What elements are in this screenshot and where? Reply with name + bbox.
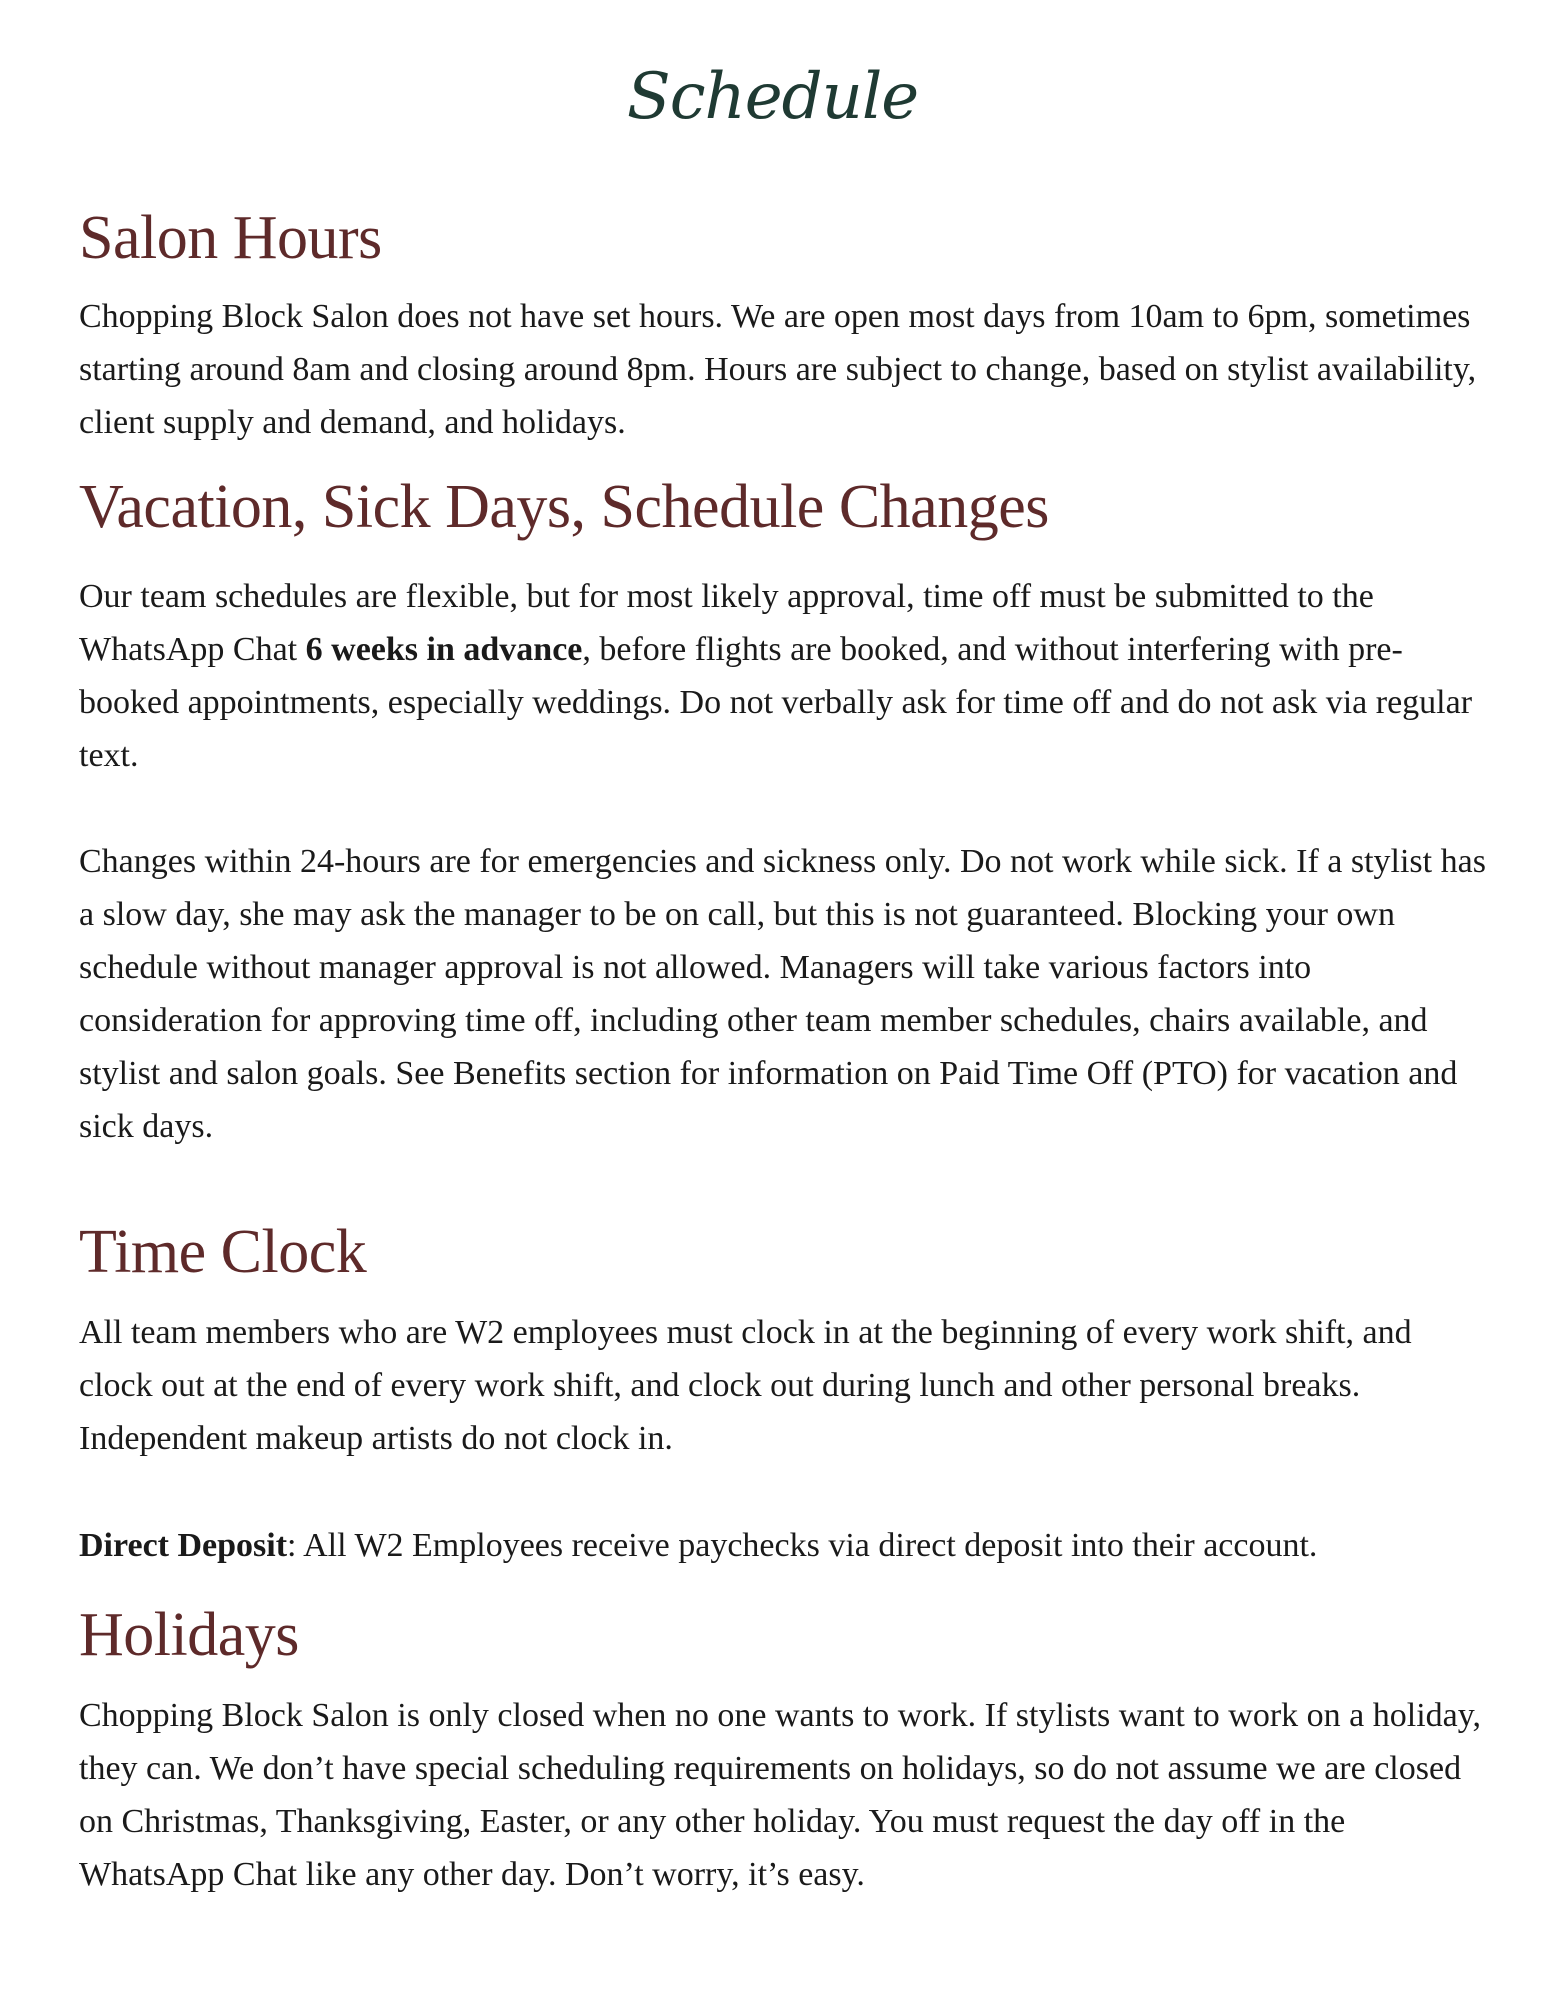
direct-deposit-label: Direct Deposit	[79, 1527, 288, 1564]
salon-hours-text: Chopping Block Salon does not have set hours. We are open most days from 10am to 6pm, sometimes starting around 8am and closing around 8pm. Hours are subject to change, based on stylist availability, client supply and demand, and holidays.	[79, 298, 1477, 441]
time-clock-text: All team members who are W2 employees must clock in at the beginning of every work shift, and clock out at the end of every work shift, and clock out during lunch and other personal breaks. Independent makeup artists do not clock in.	[79, 1314, 1412, 1457]
holidays-heading: Holidays	[79, 1601, 299, 1669]
salon-hours-heading: Salon Hours	[79, 204, 382, 272]
direct-deposit-detail: : All W2 Employees receive paychecks via direct deposit into their account.	[287, 1527, 1318, 1564]
direct-deposit-text	[79, 1519, 1489, 1572]
holidays-text: Chopping Block Salon is only closed when no one wants to work. If stylists want to work on a holiday, they can. We don’t have special scheduling requirements on holidays, so do not assume we are closed on Christmas, Thanksgiving, Easter, or any other holiday. You must request the day off in the WhatsApp Chat like any other day. Don’t worry, it’s easy.	[79, 1697, 1482, 1893]
vacation-paragraph-1	[79, 570, 1489, 782]
time-clock-heading: Time Clock	[79, 1218, 367, 1286]
vacation-heading: Vacation, Sick Days, Schedule Changes	[79, 473, 1049, 541]
vacation-text-before: Our team schedules are flexible, but for most likely approval, time off must be submitted to the WhatsApp Chat	[79, 578, 1374, 668]
advance-notice-emphasis: 6 weeks in advance	[305, 631, 583, 668]
page-title: Schedule	[626, 60, 919, 134]
vacation-text-after: , before flights are booked, and without interfering with pre-booked appointments, especially weddings. Do not verbally ask for time off and do not ask via regular text.	[79, 631, 1473, 774]
vacation-paragraph-2: Changes within 24-hours are for emergencies and sickness only. Do not work while sick. If a stylist has a slow day, she may ask the manager to be on call, but this is not guaranteed. Blocking your own schedule without manager approval is not allowed. Managers will take various factors into consideration for approving time off, including other team member schedules, chairs available, and stylist and salon goals. See Benefits section for information on Paid Time Off (PTO) for vacation and sick days.	[79, 843, 1486, 1145]
